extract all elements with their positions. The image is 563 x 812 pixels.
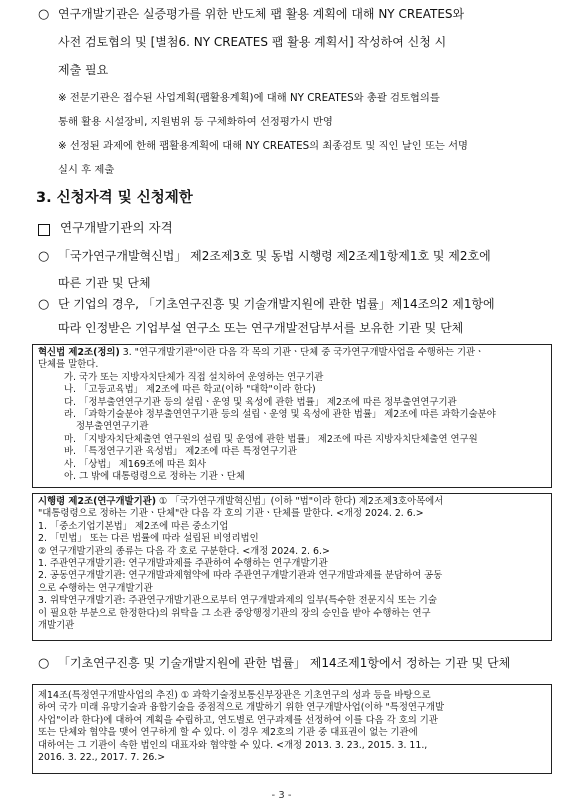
law-box-item: 마. 「지방자치단체출연 연구원의 설립 및 운영에 관한 법률」 제2조에 따른 지방자치단체출연 연구원 — [64, 433, 478, 445]
decree-box-label: 시행령 제2조(연구개발기관) — [38, 496, 156, 507]
bullet-line: 따른 기관 및 단체 — [58, 276, 151, 290]
intro-bullet-line: 연구개발기관은 실증평가를 위한 반도체 팹 활용 계획에 대해 NY CREATES와 — [58, 7, 465, 21]
law-box-item: 사. 「상법」 제169조에 따른 회사 — [64, 458, 207, 470]
decree-box-line: ② 연구개발기관의 종류는 다음 각 호로 구분한다. <개정 2024. 2. 6.> — [38, 545, 330, 557]
law-box-item: 아. 그 밖에 대통령령으로 정하는 기관ㆍ단체 — [64, 471, 245, 483]
law-box-label: 혁신법 제2조(정의) — [38, 347, 120, 358]
decree-box — [32, 493, 552, 641]
bullet-line: 「국가연구개발혁신법」 제2조제3호 및 동법 시행령 제2조제1항제1호 및 제2호에 — [58, 249, 491, 263]
bullet-line: 「기초연구진흥 및 기술개발지원에 관한 법률」 제14조제1항에서 정하는 기관 및 단체 — [58, 656, 511, 670]
bullet-line: 단 기업의 경우, 「기초연구진흥 및 기술개발지원에 관한 법률」제14조의2 제1항에 — [58, 297, 495, 311]
law-box-item-cont: 정부출연연구기관 — [76, 421, 149, 433]
note-line: 실시 후 제출 — [58, 164, 115, 176]
article-box-line: 사업"이라 한다)에 대하여 계획을 수립하고, 연도별로 연구과제를 선정하여 이를 다음 각 호의 기관 — [38, 714, 438, 726]
note-line: 통해 활용 시설장비, 지원범위 등 구체화하여 선정평가시 반영 — [58, 116, 333, 128]
decree-box-text: ① 「국가연구개발혁신법」(이하 "법"이라 한다) 제2조제3호아목에서 — [155, 496, 444, 507]
decree-box-line: 이 필요한 부분으로 한정한다)의 위탁을 그 소관 중앙행정기관의 장의 승인을 받아 수행하는 연구 — [38, 607, 431, 619]
law-box-line: 단체를 말한다. — [38, 359, 99, 371]
decree-box-line: 2. 공동연구개발기관: 연구개발과제협약에 따라 주관연구개발기관과 연구개발과제를 분담하여 공동 — [38, 570, 443, 582]
note-line: ※ 선정된 과제에 한해 팹활용계획에 대해 NY CREATES의 최종검토 및 직인 날인 또는 서명 — [58, 140, 468, 152]
bullet-circle-icon: ○ — [38, 7, 50, 22]
law-box-item: 나. 「고등교육법」 제2조에 따른 학교(이하 "대학"이라 한다) — [64, 384, 316, 396]
law-box-line — [38, 347, 546, 359]
subheading: 연구개발기관의 자격 — [60, 220, 173, 235]
section-title: 3. 신청자격 및 신청제한 — [36, 190, 193, 206]
bullet-circle-icon: ○ — [38, 297, 50, 312]
article-box-line: 또는 단체와 협약을 맺어 연구하게 할 수 있다. 이 경우 제2호의 기관 중 대표권이 없는 기관에 — [38, 727, 418, 739]
bullet-circle-icon: ○ — [38, 249, 50, 264]
law-box-text: 3. "연구개발기관"이란 다음 각 목의 기관ㆍ단체 중 국가연구개발사업을 수행하는 기관ㆍ — [119, 347, 485, 358]
article-box-line: 대하여는 그 기관이 속한 법인의 대표자와 협약할 수 있다. <개정 2013. 3. 23., 2015. 3. 11., — [38, 739, 428, 751]
decree-box-line: 1. 「중소기업기본법」 제2조에 따른 중소기업 — [38, 520, 229, 532]
decree-box-line — [38, 496, 546, 508]
page-number: - 3 - — [271, 790, 292, 801]
law-box-item: 다. 「정부출연연구기관 등의 설립ㆍ운영 및 육성에 관한 법률」 제2조에 따른 정부출연연구기관 — [64, 396, 457, 408]
intro-bullet-line: 제출 필요 — [58, 63, 109, 77]
decree-box-line: 3. 위탁연구개발기관: 주관연구개발기관으로부터 연구개발과제의 일부(특수한 전문지식 또는 기술 — [38, 595, 437, 607]
decree-box-line: 으로 수행하는 연구개발기관 — [38, 582, 153, 594]
bullet-line: 따라 인정받은 기업부설 연구소 또는 연구개발전담부서를 보유한 기관 및 단체 — [58, 321, 464, 335]
law-box-item: 바. 「특정연구기관 육성법」 제2조에 따른 특정연구기관 — [64, 446, 297, 458]
decree-box-line: 1. 주관연구개발기관: 연구개발과제를 주관하여 수행하는 연구개발기관 — [38, 558, 328, 570]
law-box-item: 라. 「과학기술분야 정부출연연구기관 등의 설립ㆍ운영 및 육성에 관한 법률」 제2조에 따른 과학기술분야 — [64, 409, 496, 421]
article-box-line: 하여 국가 미래 유망기술과 융합기술을 중점적으로 개발하기 위한 연구개발사업(이하 "특정연구개발 — [38, 702, 445, 714]
law-definition-box — [32, 344, 552, 488]
article-box — [32, 684, 552, 774]
article-box-line: 2016. 3. 22., 2017. 7. 26.> — [38, 752, 166, 764]
bullet-circle-icon: ○ — [38, 656, 50, 671]
checkbox-square-icon — [38, 224, 50, 236]
article-box-line: 제14조(특정연구개발사업의 추진) ① 과학기술정보통신부장관은 기초연구의 성과 등을 바탕으로 — [38, 690, 431, 701]
decree-box-line: 2. 「민법」 또는 다른 법률에 따라 설립된 비영리법인 — [38, 533, 259, 545]
law-box-item: 가. 국가 또는 지방자치단체가 직접 설치하여 운영하는 연구기관 — [64, 371, 324, 383]
intro-bullet-line: 사전 검토협의 및 [별첨6. NY CREATES 팹 활용 계획서] 작성하여 신청 시 — [58, 35, 447, 49]
decree-box-line: 개발기관 — [38, 620, 75, 632]
decree-box-line: "대통령령으로 정하는 기관ㆍ단체"란 다음 각 호의 기관ㆍ단체를 말한다. <개정 2024. 2. 6.> — [38, 508, 424, 520]
note-line: ※ 전문기관은 접수된 사업계획(팹활용계획)에 대해 NY CREATES와 총괄 검토협의를 — [58, 92, 440, 104]
